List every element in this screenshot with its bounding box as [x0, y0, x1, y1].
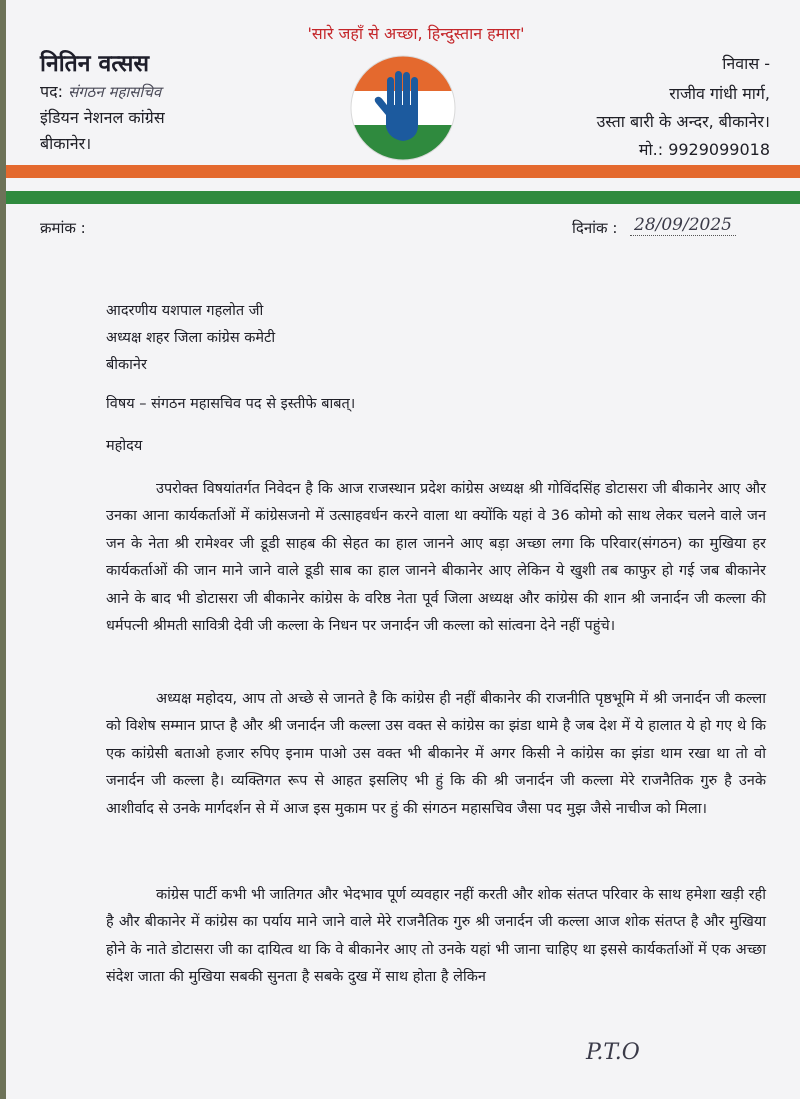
addressee-title: अध्यक्ष शहर जिला कांग्रेस कमेटी	[106, 330, 276, 346]
party-name: इंडियन नेशनल कांग्रेस	[40, 108, 165, 127]
phone-number: मो.: 9929099018	[638, 140, 770, 159]
body-paragraph: अध्यक्ष महोदय, आप तो अच्छे से जानते है कि कांग्रेस ही नहीं बीकानेर की राजनीति पृष्ठभूमि में श्री जनार्दन जी कल्ला को विशेष सम्मान प्राप्त है और श्री जनार्दन जी कल्ला उस वक्त से कांग्रेस का झंडा थामे है जब देश में ये हालात ये हो गए थे कि एक कांग्रेसी बताओ हजार रुपिए इनाम पाओ उस वक्त भी बीकानेर में अगर किसी ने कांग्रेस का झंडा थाम रखा था तो वो जनार्दन जी कल्ला है। व्यक्तिगत रूप से आहत इसलिए भी हुं कि की श्री जनार्दन जी कल्ला मेरे राजनैतिक गुरु है उनके आशीर्वाद से उनके मार्गदर्शन से में आज इस मुकाम पर हुं की संगठन महासचिव जैसा पद मुझ जैसे नाचीज को मिला।	[106, 691, 766, 817]
address-label: निवास -	[722, 54, 770, 73]
address-line-1: राजीव गांधी मार्ग,	[669, 84, 770, 103]
body-paragraph: कांग्रेस पार्टी कभी भी जातिगत और भेदभाव पूर्ण व्यवहार नहीं करती और शोक संतप्त परिवार के साथ हमेशा खड़ी रही है और बीकानेर में कांग्रेस का पर्याय माने जाने वाले मेरे राजनैतिक गुरु श्री जनार्दन जी कल्ला आज शोक संतप्त है और मुखिया होने के नाते डोटासरा जी का दायित्व था कि वे बीकानेर आए तो उनके यहां भी जाना चाहिए था इससे कार्यकर्ताओं में एक अच्छा संदेश जाता की मुखिया सबकी सुनता है सबके दुख में साथ होता है लेकिन	[106, 887, 766, 986]
salutation: महोदय	[106, 438, 143, 454]
date-handwritten: 28/09/2025	[630, 215, 736, 236]
letter-page	[6, 0, 800, 1099]
designation-line	[40, 80, 161, 102]
pto-note: P.T.O	[586, 1040, 640, 1065]
saffron-band	[6, 165, 800, 178]
hand-symbol-logo	[350, 55, 456, 161]
date-label: दिनांक :	[572, 219, 618, 237]
reference-label: क्रमांक :	[40, 219, 86, 237]
sender-city: बीकानेर।	[40, 134, 92, 153]
designation-handwritten: संगठन महासचिव	[68, 83, 162, 101]
addressee-block	[106, 298, 800, 379]
addressee-city: बीकानेर	[106, 357, 147, 373]
slogan: 'सारे जहाँ से अच्छा, हिन्दुस्तान हमारा'	[307, 24, 525, 43]
green-band	[6, 191, 800, 204]
addressee-name: आदरणीय यशपाल गहलोत जी	[106, 303, 264, 319]
sender-name: नितिन वत्सस	[40, 51, 150, 77]
subject-line: विषय – संगठन महासचिव पद से इस्तीफे बाबत्।	[106, 396, 356, 412]
address-line-2: उस्ता बारी के अन्दर, बीकानेर।	[596, 112, 770, 131]
designation-label: पद:	[40, 82, 63, 101]
body-paragraph: उपरोक्त विषयांतर्गत निवेदन है कि आज राजस्थान प्रदेश कांग्रेस अध्यक्ष श्री गोविंदसिंह डोटासरा जी बीकानेर आए और उनका आना कार्यकर्ताओं में कांग्रेसजनो में उत्साहवर्धन करने वाला था क्योंकि यहां वे 36 कोमो को साथ लेकर चलने वाले जन जन के नेता श्री रामेश्वर जी डूडी साहब की सेहत का हाल जानने आए बड़ा अच्छा लगा कि परिवार(संगठन) का मुखिया हर कार्यकर्ताओं की जान माने जाने वाले डूडी साब का हाल जानने बीकानेर आए लेकिन ये खुशी तब काफुर हो गई जब बीकानेर आने के बाद भी डोटासरा जी बीकानेर कांग्रेस के वरिष्ठ नेता पूर्व जिला अध्यक्ष और कांग्रेस की शान श्री जनार्दन जी कल्ला की धर्मपत्नी श्रीमती सावित्री देवी जी कल्ला के निधन पर जनार्दन जी कल्ला को सांत्वना देने नहीं पहुंचे।	[106, 481, 766, 635]
white-band	[6, 178, 800, 191]
